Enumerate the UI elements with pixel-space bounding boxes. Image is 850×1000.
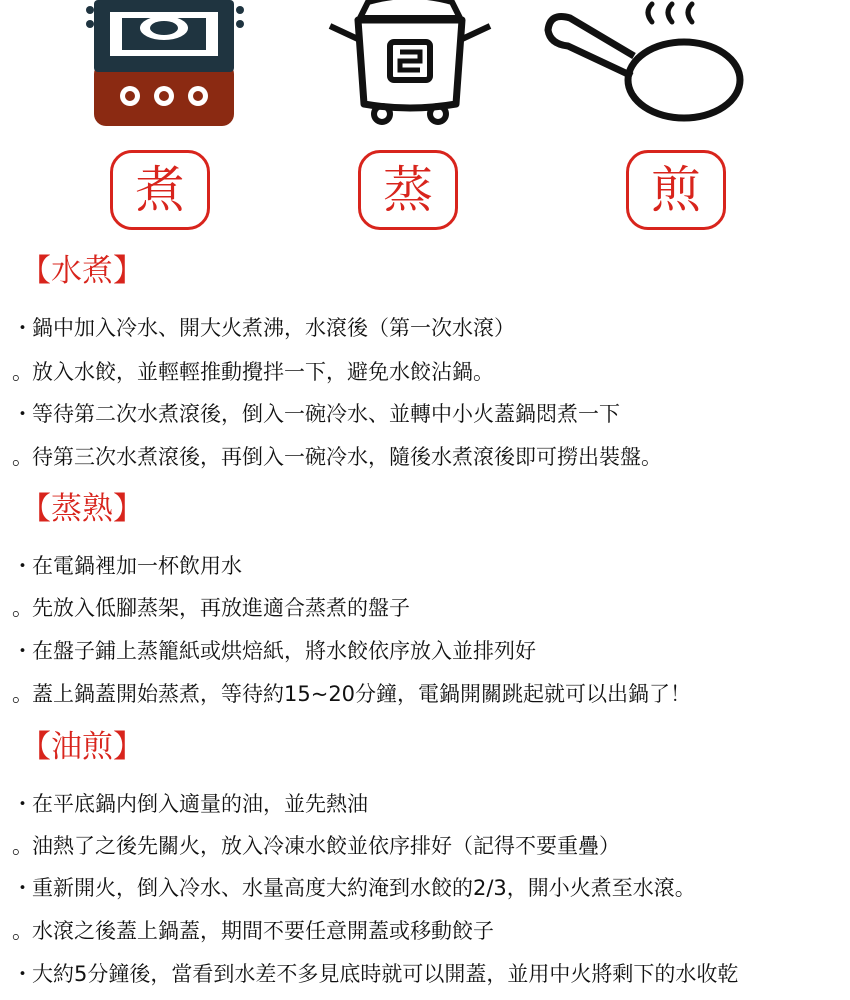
section-title-steam: 【蒸熟】 bbox=[20, 491, 144, 527]
step-item: ・等待第二次水煮滾後，倒入一碗冷水、並轉中小火蓋鍋悶煮一下 bbox=[12, 402, 620, 426]
frying-pan-icon bbox=[540, 0, 750, 130]
gas-stove-icon bbox=[82, 0, 248, 130]
step-item: 。先放入低腳蒸架，再放進適合蒸煮的盤子 bbox=[12, 596, 410, 620]
step-item: 。待第三次水煮滾後，再倒入一碗冷水，隨後水煮滾後即可撈出裝盤。 bbox=[12, 445, 662, 469]
section-title-fry: 【油煎】 bbox=[20, 729, 144, 765]
step-item: 。水滾之後蓋上鍋蓋，期間不要任意開蓋或移動餃子 bbox=[12, 919, 494, 943]
method-badge-boil: 煮 bbox=[110, 150, 210, 230]
step-item: ・大約5分鐘後，當看到水差不多見底時就可以開蓋，並用中火將剩下的水收乾 bbox=[12, 962, 739, 986]
step-item: 。放入水餃，並輕輕推動攪拌一下，避免水餃沾鍋。 bbox=[12, 360, 494, 384]
step-item: ・在平底鍋内倒入適量的油，並先熱油 bbox=[12, 792, 368, 816]
step-item: ・在電鍋裡加一杯飲用水 bbox=[12, 554, 242, 578]
step-item: ・在盤子鋪上蒸籠紙或烘焙紙，將水餃依序放入並排列好 bbox=[12, 639, 536, 663]
method-badge-steam: 蒸 bbox=[358, 150, 458, 230]
step-item: ・鍋中加入冷水、開大火煮沸，水滾後（第一次水滾） bbox=[12, 316, 515, 340]
rice-cooker-icon bbox=[320, 0, 500, 126]
method-badge-fry: 煎 bbox=[626, 150, 726, 230]
step-item: 。油熱了之後先關火，放入冷凍水餃並依序排好（記得不要重疊） bbox=[12, 834, 620, 858]
step-item: ・重新開火，倒入冷水、水量高度大約淹到水餃的2/3，開小火煮至水滾。 bbox=[12, 876, 696, 900]
section-title-boil: 【水煮】 bbox=[20, 253, 144, 289]
step-item: 。蓋上鍋蓋開始蒸煮，等待約15~20分鐘，電鍋開關跳起就可以出鍋了！ bbox=[12, 682, 692, 706]
